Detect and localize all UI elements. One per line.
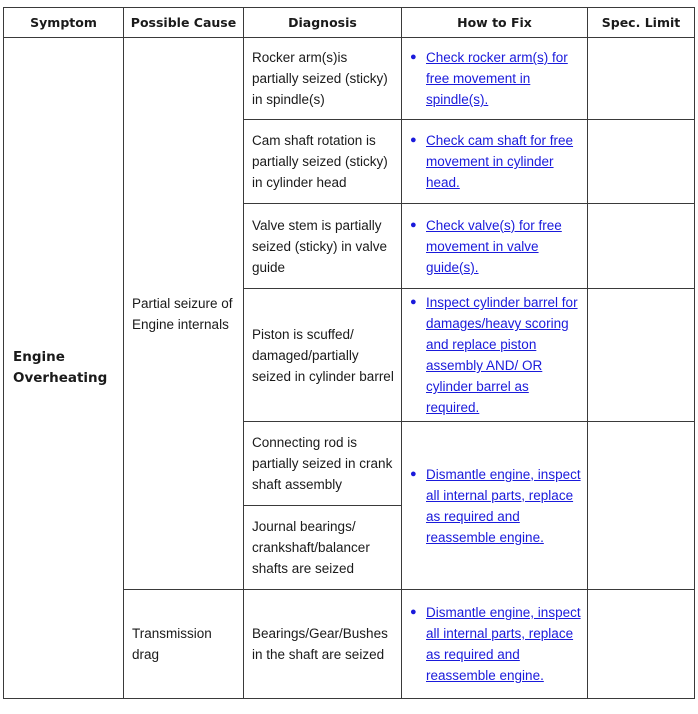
- spec-limit-cell: [588, 422, 695, 590]
- header-spec-limit: Spec. Limit: [588, 8, 695, 38]
- cause-cell: Transmission drag: [124, 590, 244, 699]
- bullet-icon: ●: [410, 296, 417, 308]
- bullet-icon: ●: [410, 51, 417, 63]
- fix-link-dismantle-engine[interactable]: Dismantle engine, inspect all internal parts, replace as required and reassemble engine.: [426, 605, 581, 683]
- header-possible-cause: Possible Cause: [124, 8, 244, 38]
- diagnosis-cell: Rocker arm(s)is partially seized (sticky) in spindle(s): [244, 38, 402, 120]
- symptom-cell: Engine Overheating: [4, 38, 124, 699]
- header-diagnosis: Diagnosis: [244, 8, 402, 38]
- fix-item: [410, 130, 581, 193]
- fix-cell: [402, 422, 588, 590]
- header-row: [4, 8, 695, 38]
- spec-limit-cell: [588, 38, 695, 120]
- cause-cell: Partial seizure of Engine internals: [124, 38, 244, 590]
- fix-link-valve[interactable]: Check valve(s) for free movement in valve guide(s).: [426, 217, 562, 275]
- bullet-icon: ●: [410, 218, 417, 231]
- spec-limit-cell: [588, 204, 695, 289]
- fix-link-cam-shaft[interactable]: Check cam shaft for free movement in cylinder head.: [426, 133, 574, 190]
- fix-link-rocker-arm[interactable]: Check rocker arm(s) for free movement in spindle(s).: [426, 50, 568, 107]
- diagnosis-cell: Journal bearings/ crankshaft/balancer shafts are seized: [244, 506, 402, 590]
- fix-cell: [402, 38, 588, 120]
- fix-item: [410, 292, 581, 418]
- header-symptom: Symptom: [4, 8, 124, 38]
- diagnosis-cell: Cam shaft rotation is partially seized (sticky) in cylinder head: [244, 120, 402, 204]
- diagnosis-cell: Bearings/Gear/Bushes in the shaft are seized: [244, 590, 402, 699]
- diagnosis-cell: Valve stem is partially seized (sticky) in valve guide: [244, 204, 402, 289]
- fix-cell: [402, 204, 588, 289]
- diagnosis-cell: Piston is scuffed/ damaged/partially seized in cylinder barrel: [244, 289, 402, 422]
- table-row: [4, 38, 695, 120]
- fix-item: [410, 464, 581, 548]
- fix-cell: [402, 289, 588, 422]
- fix-link-dismantle-engine[interactable]: Dismantle engine, inspect all internal parts, replace as required and reassemble engine.: [426, 466, 581, 545]
- fix-item: [410, 215, 581, 278]
- spec-limit-cell: [588, 590, 695, 699]
- fix-link-cylinder-barrel[interactable]: Inspect cylinder barrel for damages/heavy scoring and replace piston assembly AND/ OR cylinder barrel as required.: [426, 295, 578, 415]
- bullet-icon: ●: [410, 606, 417, 618]
- troubleshooting-table: [3, 7, 695, 699]
- diagnosis-cell: Connecting rod is partially seized in crank shaft assembly: [244, 422, 402, 506]
- fix-item: [410, 602, 581, 686]
- spec-limit-cell: [588, 289, 695, 422]
- fix-cell: [402, 120, 588, 204]
- spec-limit-cell: [588, 120, 695, 204]
- fix-item: [410, 47, 581, 110]
- bullet-icon: ●: [410, 467, 417, 480]
- header-how-to-fix: How to Fix: [402, 8, 588, 38]
- bullet-icon: ●: [410, 134, 417, 146]
- fix-cell: [402, 590, 588, 699]
